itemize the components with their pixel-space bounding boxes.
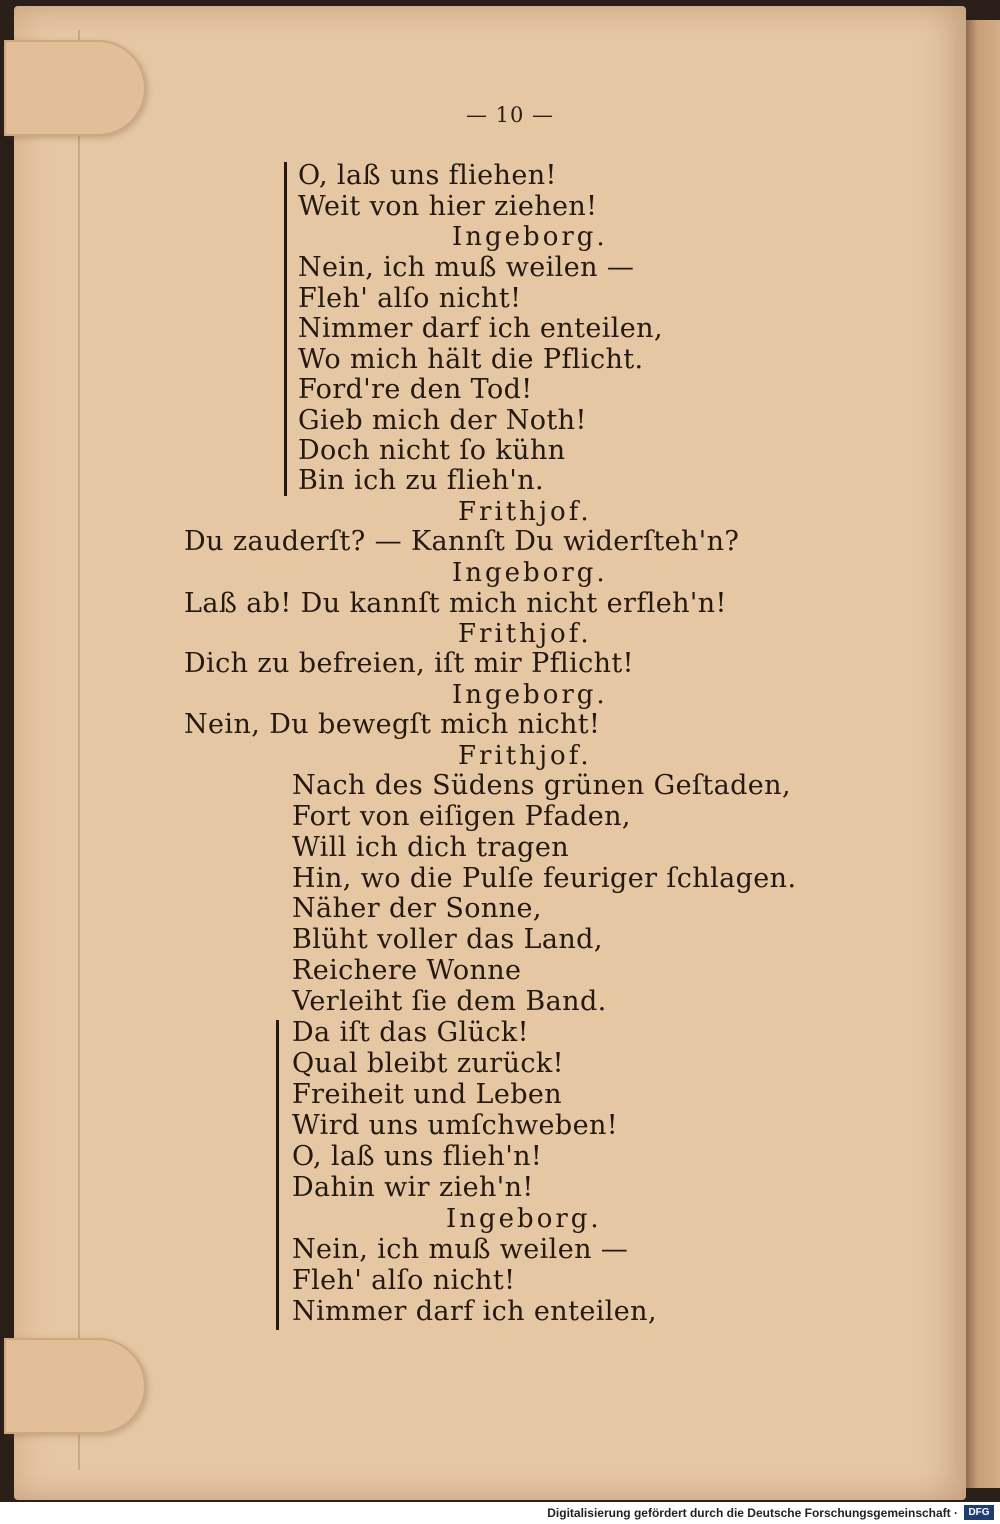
duet-bracket-bottom: [276, 1020, 279, 1330]
page-number: — 10 —: [465, 103, 555, 127]
verse-line: Fort von eiſigen Pfaden,: [292, 801, 631, 832]
verse-line: Doch nicht ſo kühn: [298, 435, 566, 466]
duet-bracket-top: [284, 162, 287, 496]
verse-line: Fleh' alſo nicht!: [292, 1265, 516, 1296]
verse-line: Du zauderſt? — Kannſt Du widerſteh'n?: [184, 526, 740, 557]
verse-line: Hin, wo die Pulſe feuriger ſchlagen.: [292, 863, 797, 894]
verse-line: Näher der Sonne,: [292, 893, 542, 924]
speaker-name: Ingeborg.: [452, 222, 608, 252]
verse-line: Da iſt das Glück!: [292, 1017, 529, 1048]
verse-line: Will ich dich tragen: [292, 832, 570, 863]
verse-line: Gieb mich der Noth!: [298, 405, 587, 436]
verse-line: O, laß uns fliehen!: [298, 160, 557, 191]
verse-line: Ford're den Tod!: [298, 374, 533, 405]
verse-line: Weit von hier ziehen!: [298, 191, 598, 222]
verse-line: Dahin wir zieh'n!: [292, 1172, 534, 1203]
speaker-name: Ingeborg.: [452, 680, 608, 710]
verse-line: Nein, ich muß weilen —: [298, 252, 635, 283]
verse-line: Nein, ich muß weilen —: [292, 1234, 629, 1265]
verse-line: Bin ich zu flieh'n.: [298, 465, 544, 496]
funding-notice: Digitalisierung gefördert durch die Deutsche Forschungsgemeinschaft ·: [547, 1506, 958, 1520]
verse-line: Nein, Du bewegſt mich nicht!: [184, 709, 601, 740]
verse-line: Dich zu befreien, iſt mir Pflicht!: [184, 648, 634, 679]
verse-line: Verleiht ſie dem Band.: [292, 986, 607, 1017]
speaker-name: Frithjof.: [458, 741, 592, 771]
dfg-logo: DFG: [964, 1505, 994, 1520]
speaker-name: Ingeborg.: [452, 558, 608, 588]
binding-fold: [78, 30, 80, 1470]
page-clip-bottom: [4, 1338, 146, 1434]
verse-line: Qual bleibt zurück!: [292, 1048, 564, 1079]
speaker-name: Frithjof.: [458, 619, 592, 649]
verse-line: Reichere Wonne: [292, 955, 522, 986]
speaker-name: Frithjof.: [458, 497, 592, 527]
verse-line: Nimmer darf ich enteilen,: [298, 313, 663, 344]
verse-line: Laß ab! Du kannſt mich nicht erfleh'n!: [184, 588, 727, 619]
verse-line: Nimmer darf ich enteilen,: [292, 1296, 657, 1327]
verse-line: O, laß uns flieh'n!: [292, 1141, 543, 1172]
verse-line: Wo mich hält die Pflicht.: [298, 344, 644, 375]
verse-line: Nach des Südens grünen Geſtaden,: [292, 770, 791, 801]
footer-bar: [0, 1502, 1000, 1524]
verse-line: Blüht voller das Land,: [292, 924, 603, 955]
verse-line: Wird uns umſchweben!: [292, 1110, 618, 1141]
verse-line: Fleh' alſo nicht!: [298, 283, 522, 314]
verse-line: Freiheit und Leben: [292, 1079, 563, 1110]
next-page-edge: [962, 20, 1000, 1488]
speaker-name: Ingeborg.: [446, 1204, 602, 1234]
